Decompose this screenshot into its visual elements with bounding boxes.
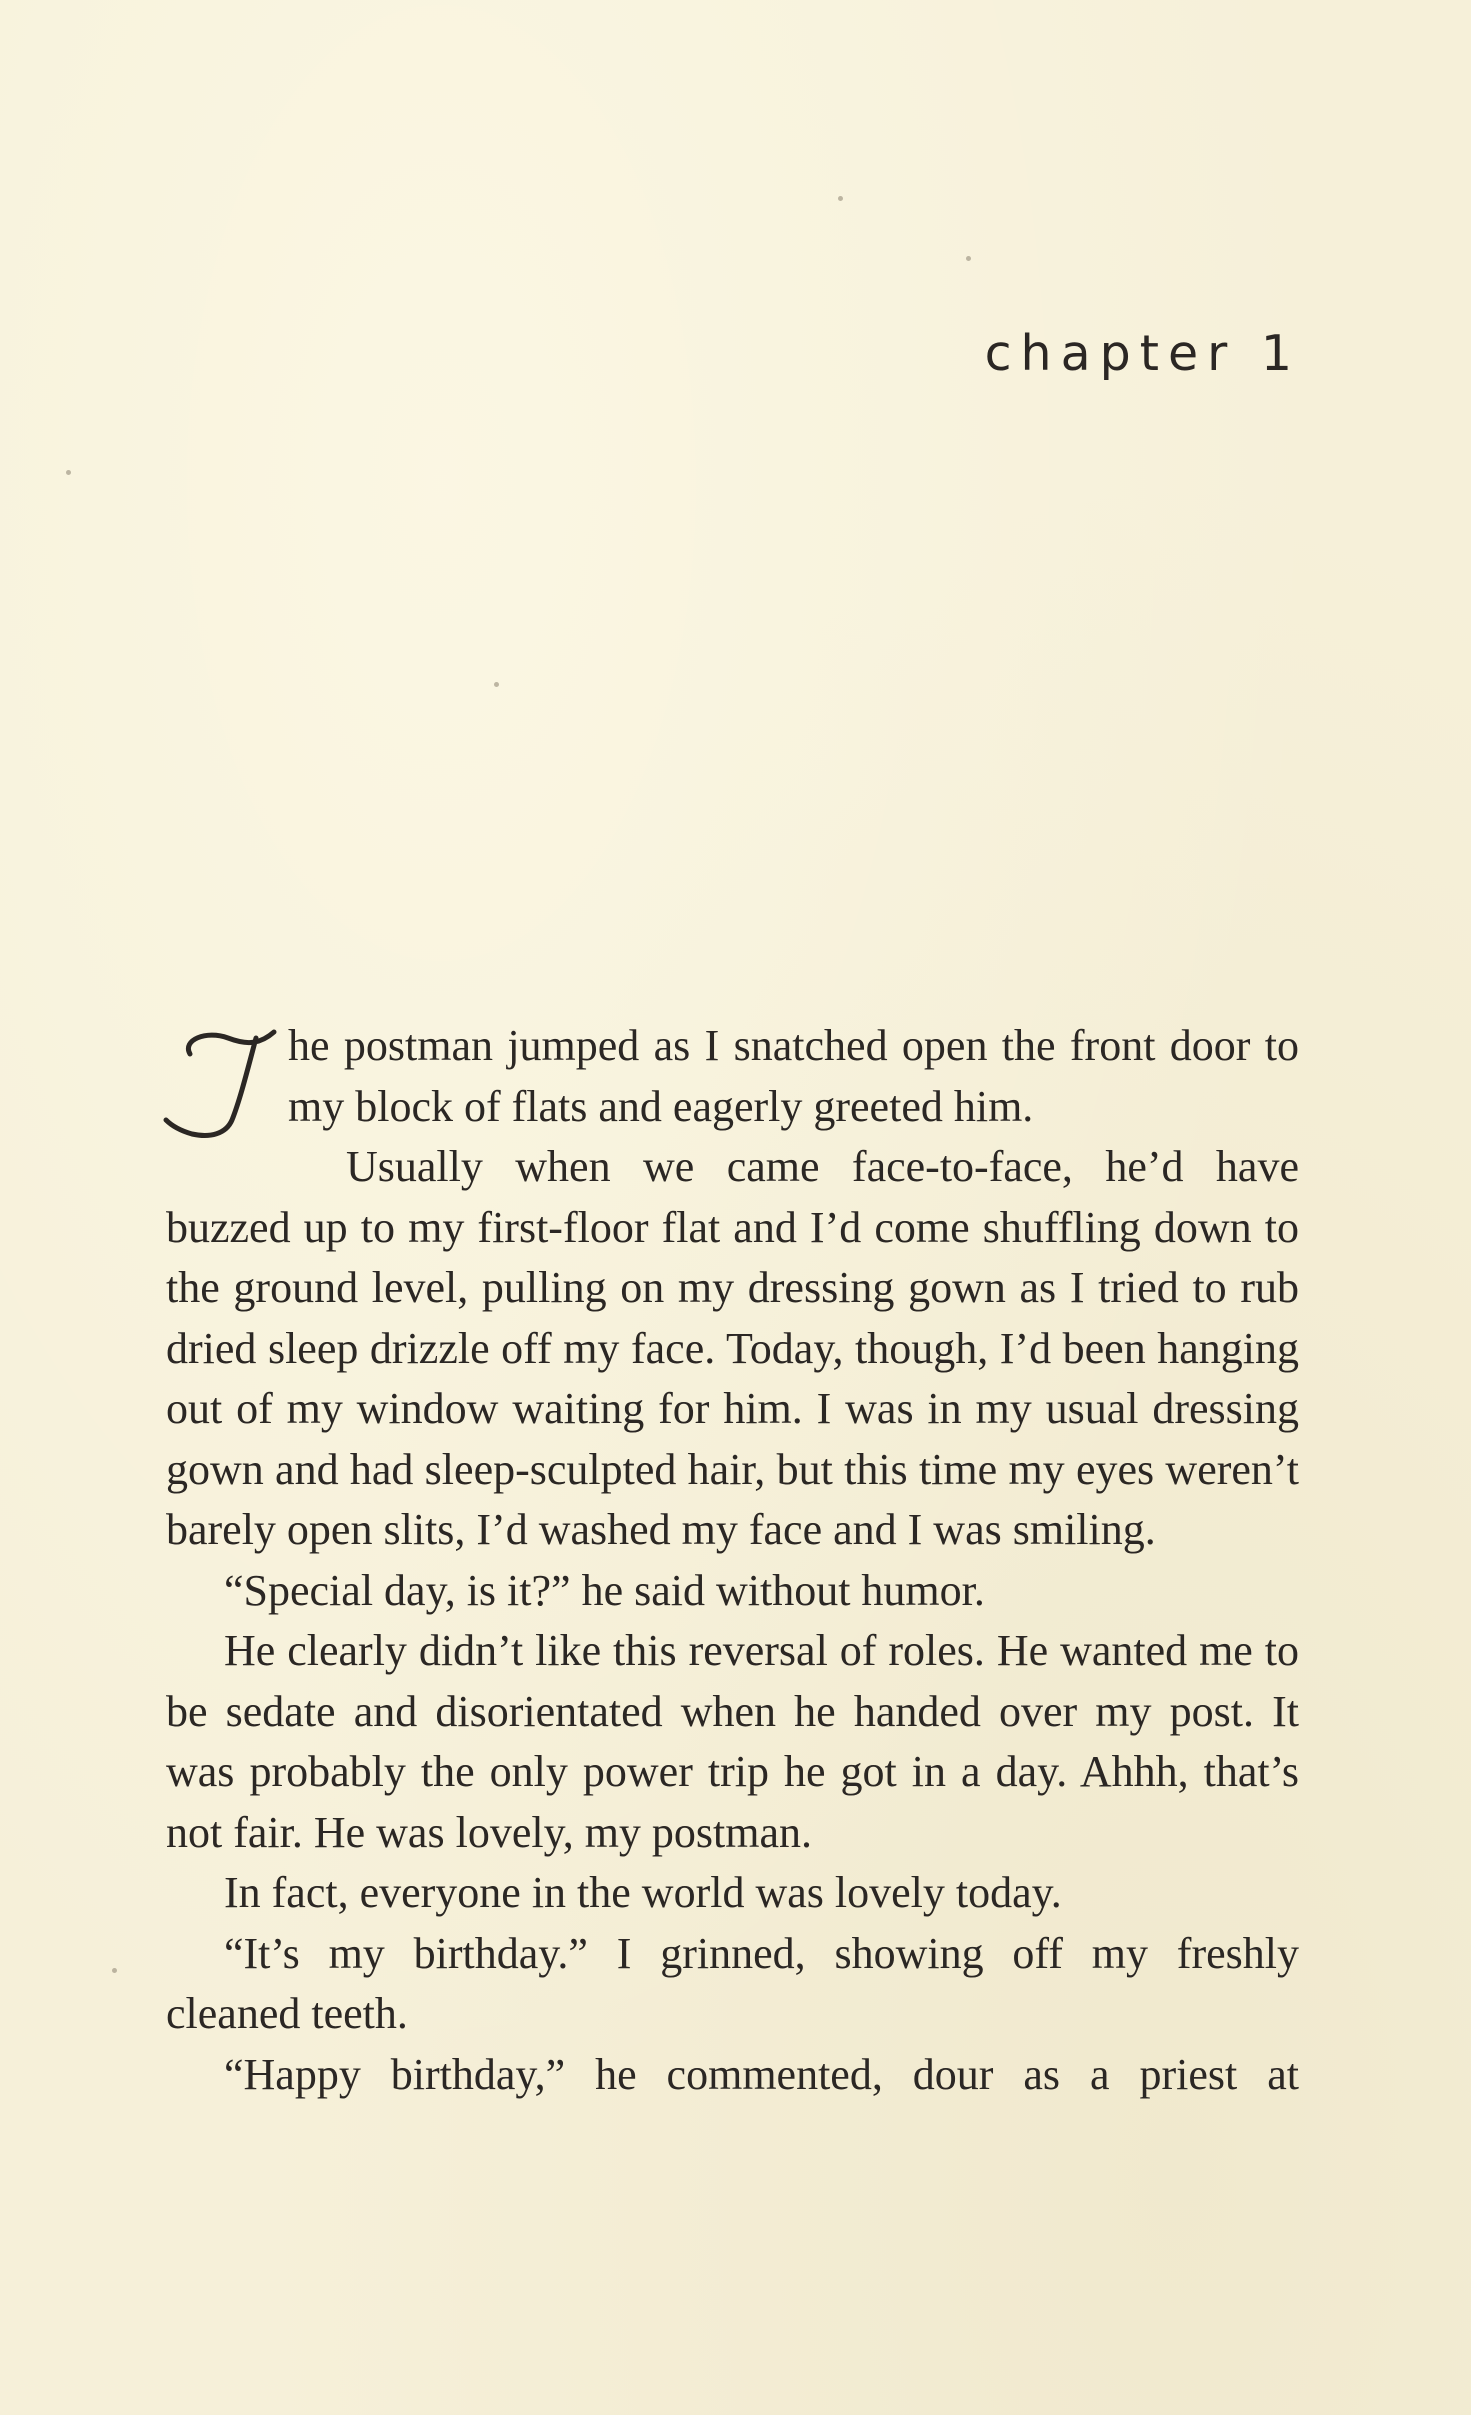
paragraph: In fact, everyone in the world was lovely today. xyxy=(224,1868,1062,1917)
drop-cap-t-icon xyxy=(162,1024,280,1142)
paper-speck xyxy=(966,256,971,261)
paragraph: “It’s my birthday.” I grinned, showing off my freshly cleaned teeth. xyxy=(166,1928,1299,2038)
paper-speck xyxy=(112,1968,117,1973)
chapter-heading: chapter 1 xyxy=(984,325,1301,382)
paragraph: He clearly didn’t like this reversal of roles. He wanted me to be sedate and disorientated when he handed over my post. It was probably the only power trip he got in a day. Ahhh, that’s not fair. He was lovely, my postman. xyxy=(166,1626,1299,1857)
paragraph-text: he postman jumped as I snatched open the front door to my block of flats and eagerly greeted him. xyxy=(288,1021,1299,1131)
paragraph: Usually when we came face-to-face, he’d have buzzed up to my first-floor flat and I’d come shuffling down to the ground level, pulling on my dressing gown as I tried to rub dried sleep drizzle off my face. Today, though, I’d been hanging out of my window waiting for him. I was in my usual dressing gown and had sleep-sculpted hair, but this time my eyes weren’t barely open slits, I’d washed my face and I was smiling. xyxy=(166,1142,1299,1554)
paper-speck xyxy=(66,470,71,475)
paragraph: “Special day, is it?” he said without humor. xyxy=(224,1565,985,1615)
paper-speck xyxy=(838,196,843,201)
paragraph-continued: “Happy birthday,” he commented, dour as a priest at xyxy=(224,2049,1299,2099)
chapter-text xyxy=(166,1016,1299,2105)
paper-speck xyxy=(494,682,499,687)
paragraph-opening xyxy=(166,1016,1299,1137)
